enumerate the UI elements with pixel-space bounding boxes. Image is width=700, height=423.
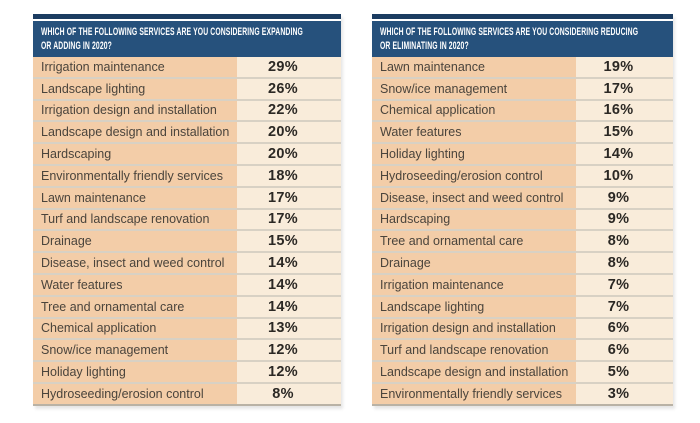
service-percentage: 6% — [576, 340, 673, 360]
table-title-line: WHICH OF THE FOLLOWING SERVICES ARE YOU CONSIDERING REDUCING — [380, 26, 639, 38]
service-percentage: 17% — [237, 188, 341, 208]
service-label: Hardscaping — [372, 210, 576, 230]
table-row — [372, 79, 673, 101]
service-percentage: 12% — [237, 340, 341, 360]
service-label: Landscape lighting — [372, 297, 576, 317]
service-percentage: 20% — [237, 122, 341, 142]
service-label: Disease, insect and weed control — [33, 253, 237, 273]
table-title-line: OR ELIMINATING IN 2020? — [380, 40, 469, 52]
service-percentage: 7% — [576, 275, 673, 295]
table-row — [372, 319, 673, 341]
table-row — [372, 166, 673, 188]
table-row — [33, 319, 341, 341]
table-row — [33, 188, 341, 210]
table-row — [372, 101, 673, 123]
service-percentage: 18% — [237, 166, 341, 186]
service-label: Hydroseeding/erosion control — [33, 384, 237, 404]
service-percentage: 13% — [237, 319, 341, 339]
table-title-line: WHICH OF THE FOLLOWING SERVICES ARE YOU CONSIDERING EXPANDING — [41, 26, 303, 38]
survey-table-expanding — [33, 14, 341, 406]
service-percentage: 9% — [576, 188, 673, 208]
table-row — [33, 275, 341, 297]
table-row — [33, 57, 341, 79]
service-percentage: 12% — [237, 362, 341, 382]
table-row — [33, 122, 341, 144]
service-label: Chemical application — [372, 101, 576, 121]
table-row — [33, 340, 341, 362]
service-label: Water features — [372, 122, 576, 142]
table-header — [33, 21, 341, 57]
service-percentage: 17% — [576, 79, 673, 99]
table-title-line: OR ADDING IN 2020? — [41, 40, 112, 52]
service-label: Hydroseeding/erosion control — [372, 166, 576, 186]
service-label: Irrigation maintenance — [33, 57, 237, 77]
service-label: Chemical application — [33, 319, 237, 339]
service-label: Hardscaping — [33, 144, 237, 164]
service-label: Irrigation design and installation — [33, 101, 237, 121]
service-percentage: 3% — [576, 384, 673, 404]
service-label: Irrigation maintenance — [372, 275, 576, 295]
service-label: Environmentally friendly services — [33, 166, 237, 186]
service-percentage: 8% — [237, 384, 341, 404]
service-percentage: 8% — [576, 231, 673, 251]
table-row — [33, 144, 341, 166]
table-row — [372, 57, 673, 79]
table-row — [372, 231, 673, 253]
service-percentage: 7% — [576, 297, 673, 317]
service-percentage: 14% — [237, 253, 341, 273]
service-percentage: 10% — [576, 166, 673, 186]
table-body — [33, 57, 341, 406]
service-label: Holiday lighting — [372, 144, 576, 164]
table-header — [372, 21, 673, 57]
service-percentage: 14% — [576, 144, 673, 164]
table-row — [33, 210, 341, 232]
service-label: Drainage — [33, 231, 237, 251]
service-label: Landscape design and installation — [372, 362, 576, 382]
service-percentage: 5% — [576, 362, 673, 382]
service-label: Turf and landscape renovation — [372, 340, 576, 360]
service-percentage: 14% — [237, 297, 341, 317]
service-label: Landscape lighting — [33, 79, 237, 99]
table-row — [372, 253, 673, 275]
service-label: Landscape design and installation — [33, 122, 237, 142]
service-percentage: 15% — [237, 231, 341, 251]
table-row — [33, 166, 341, 188]
table-row — [372, 188, 673, 210]
service-label: Drainage — [372, 253, 576, 273]
table-row — [33, 384, 341, 406]
service-label: Turf and landscape renovation — [33, 210, 237, 230]
service-label: Environmentally friendly services — [372, 384, 576, 404]
service-label: Snow/ice management — [33, 340, 237, 360]
service-percentage: 6% — [576, 319, 673, 339]
table-row — [372, 384, 673, 406]
service-percentage: 22% — [237, 101, 341, 121]
table-row — [33, 297, 341, 319]
header-accent-strip — [33, 14, 341, 19]
table-row — [372, 210, 673, 232]
table-row — [372, 340, 673, 362]
table-row — [33, 362, 341, 384]
service-label: Disease, insect and weed control — [372, 188, 576, 208]
table-row — [372, 362, 673, 384]
table-row — [372, 275, 673, 297]
service-label: Lawn maintenance — [33, 188, 237, 208]
service-label: Tree and ornamental care — [33, 297, 237, 317]
table-row — [33, 253, 341, 275]
service-percentage: 14% — [237, 275, 341, 295]
service-label: Water features — [33, 275, 237, 295]
table-body — [372, 57, 673, 406]
service-percentage: 29% — [237, 57, 341, 77]
service-percentage: 26% — [237, 79, 341, 99]
service-percentage: 19% — [576, 57, 673, 77]
service-percentage: 16% — [576, 101, 673, 121]
header-accent-strip — [372, 14, 673, 19]
table-row — [372, 122, 673, 144]
service-percentage: 15% — [576, 122, 673, 142]
table-row — [372, 144, 673, 166]
service-label: Irrigation design and installation — [372, 319, 576, 339]
service-percentage: 20% — [237, 144, 341, 164]
service-label: Tree and ornamental care — [372, 231, 576, 251]
service-percentage: 8% — [576, 253, 673, 273]
service-label: Snow/ice management — [372, 79, 576, 99]
service-percentage: 17% — [237, 210, 341, 230]
service-percentage: 9% — [576, 210, 673, 230]
table-row — [33, 79, 341, 101]
table-row — [33, 101, 341, 123]
survey-table-reducing — [372, 14, 673, 406]
table-row — [33, 231, 341, 253]
table-row — [372, 297, 673, 319]
service-label: Lawn maintenance — [372, 57, 576, 77]
service-label: Holiday lighting — [33, 362, 237, 382]
